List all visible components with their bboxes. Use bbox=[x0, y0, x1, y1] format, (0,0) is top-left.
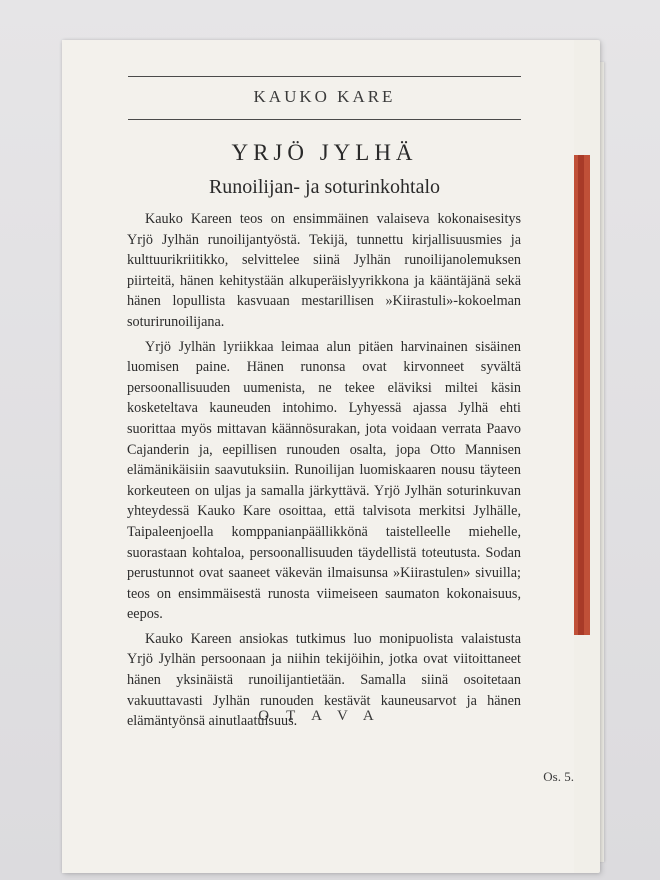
blurb-paragraph-2: Yrjö Jylhän lyriikkaa leimaa alun pitäen harvinainen sisäinen luomisen paine. Hänen runonsa ovat kirvonneet syvältä persoonallisuuden uumenista, ne tekee eläviksi miltei käsin kosketeltava kauneuden intohimo. Lyhyessä ajassa Jylhä ehti suorittaa myös mittavan käännösurakan, jota voidaan verrata Paavo Cajanderin ja, eepillisen runouden osalta, jopa Otto Mannisen elämänikäisiin saavutuksiin. Runoilijan luomiskaaren nousu täyteen korkeuteen on uljas ja samalla järkyttävä. Yrjö Jylhän soturinkuvan yhteydessä Kauko Kare osoittaa, että talvisota merkitsi Jylhälle, Taipaleenjoella komppanianpäällikkönä taistelleelle miehelle, suorastaan kohtaloa, persoonallisuuden täydellistä toteutusta. Sodan perustunnot ovat saaneet väkevän ilmaisunsa »Kiirastulen» sivuilla; teos on ensimmäisestä runosta viimeiseen saumaton kokonaisuus, eepos. bbox=[127, 338, 521, 623]
book-subtitle: Runoilijan- ja soturinkohtalo bbox=[208, 176, 441, 198]
blurb-paragraph-1: Kauko Kareen teos on ensimmäinen valaiseva kokonaisesitys Yrjö Jylhän runoilijantyöstä. Tekijä, tunnettu kirjallisuusmies ja kulttuurikriitikko, selvittelee siinä Jylhän runoilijanolemuksen piirteitä, hänen kehitystään alkuperäislyyrikkona ja kääntäjänä sekä hänen lopullista kasvuaan mestarillisen »Kiirastuli»-kokoelman soturirunoilijana. bbox=[127, 211, 521, 330]
catalog-code: Os. 5. bbox=[543, 769, 574, 784]
top-rule bbox=[128, 76, 521, 77]
spine-red-shade bbox=[578, 155, 584, 635]
author-rule bbox=[128, 119, 521, 120]
blurb-paragraph-3: Kauko Kareen ansiokas tutkimus luo monipuolista valaistusta Yrjö Jylhän persoonaan ja niihin tekijöihin, jotka ovat viitoittaneet hänen yksinäistä runoilijantietään. Samalla siinä osoitetaan vakuuttavasti Jylhän runouden kestävät kauneusarvot ja hänen elämäntyönsä ainutlaatuisuus. bbox=[127, 630, 521, 730]
blurb-text bbox=[127, 209, 521, 736]
book-title: YRJÖ JYLHÄ bbox=[231, 140, 418, 165]
author-name: KAUKO KARE bbox=[253, 87, 396, 106]
publisher-name: OTAVA bbox=[258, 708, 391, 724]
